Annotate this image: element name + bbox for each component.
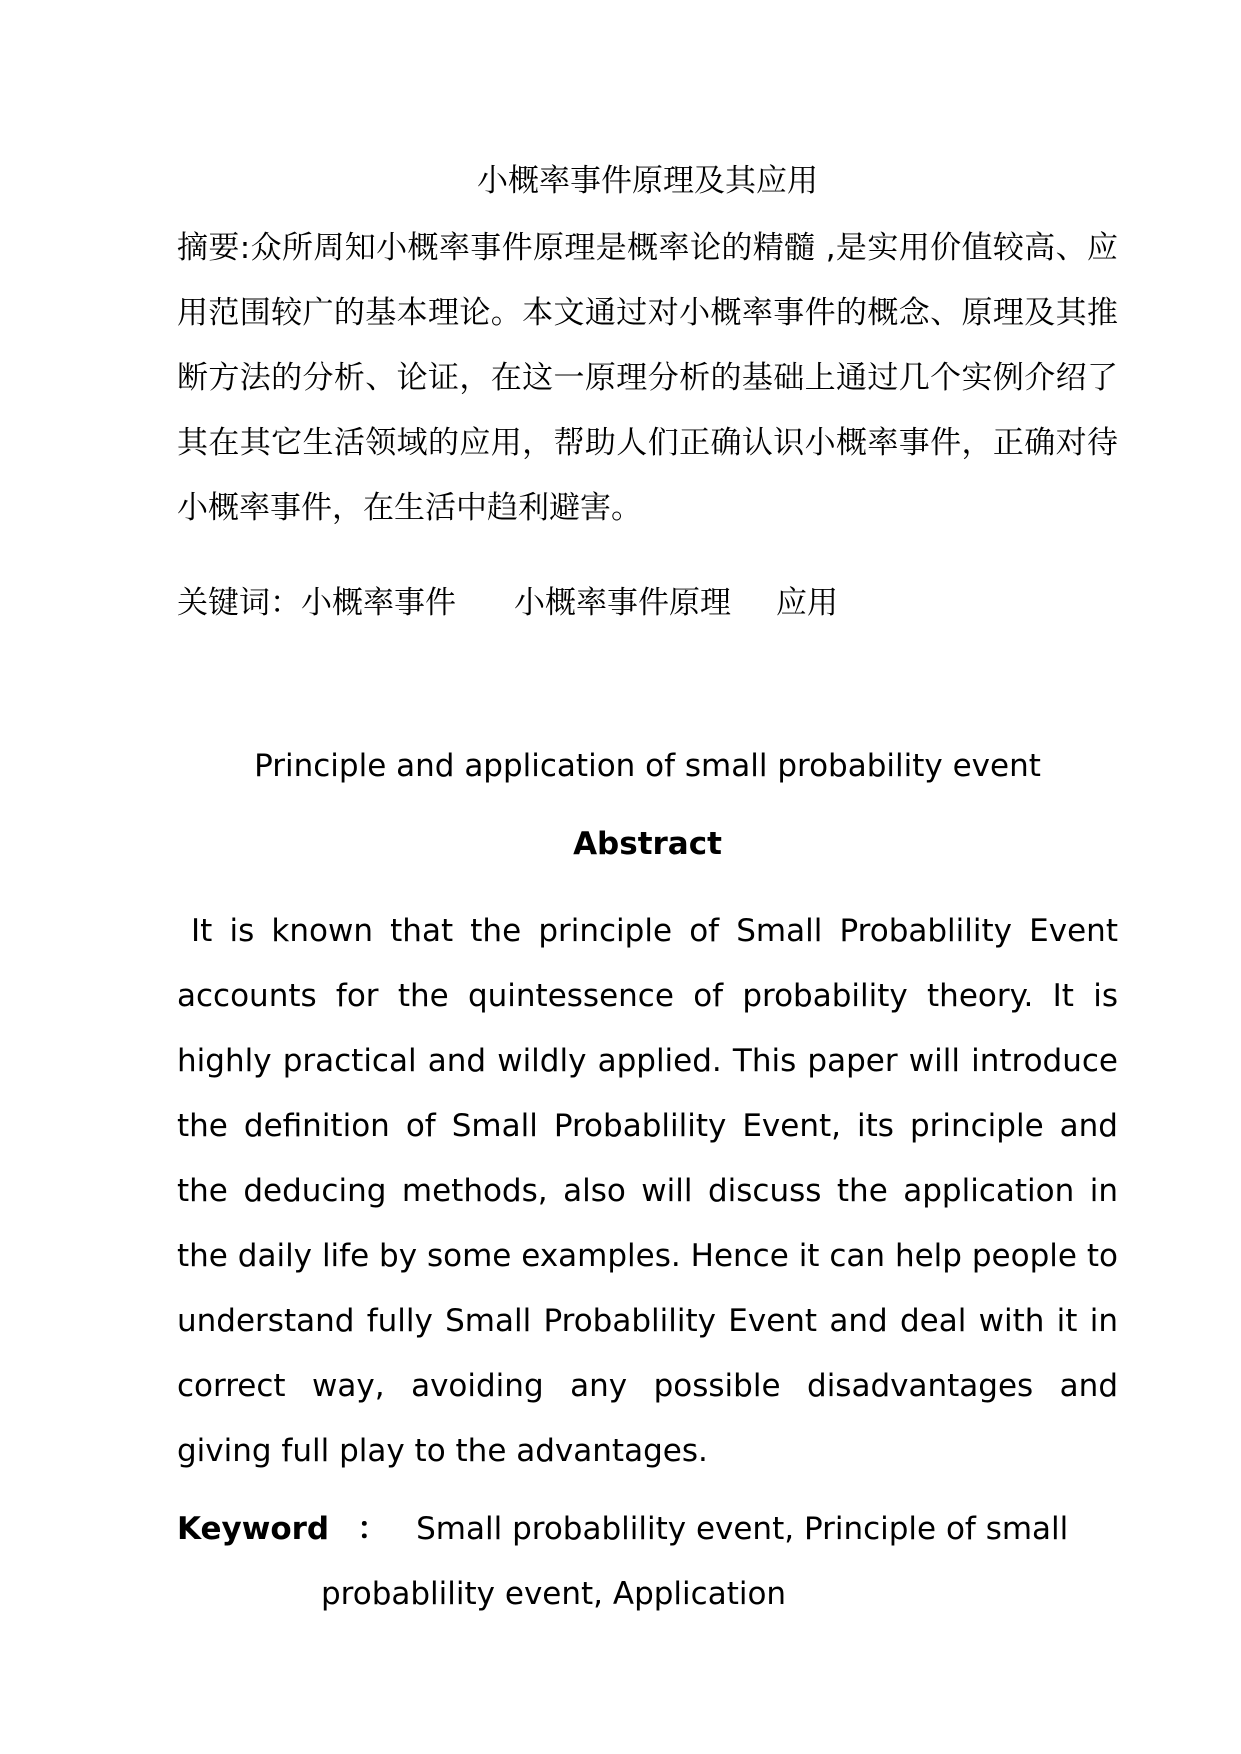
english-keyword-label: Keyword: [177, 1511, 330, 1547]
english-abstract-text: It is known that the principle of Small Probablility Event accounts for the quintessence of probability theory. It is highly practical and wildly applied. This paper will introduce the definition of Small Probablility Event, its principle and the deducing methods, also will discuss the application in the daily life by some examples. Hence it can help people to understand fully Small Probablility Event and deal with it in correct way, avoiding any possible disadvantages and giving full play to the advantages.: [177, 913, 1118, 1469]
chinese-keywords-label: 关键词：: [177, 585, 301, 621]
chinese-abstract-label: 摘要:: [177, 230, 251, 266]
english-keywords-line-1: Small probablility event, Principle of small: [416, 1511, 1069, 1547]
chinese-keyword-2: 小概率事件原理: [514, 585, 731, 621]
chinese-keyword-1: 小概率事件: [301, 585, 456, 621]
chinese-keywords: [177, 578, 1118, 628]
english-title: Principle and application of small probability event: [254, 748, 1041, 784]
chinese-title: 小概率事件原理及其应用: [477, 163, 818, 199]
english-keywords-line-2: probablility event, Application: [321, 1576, 787, 1612]
english-abstract-heading: Abstract: [573, 826, 722, 862]
english-abstract: [177, 899, 1118, 1484]
chinese-keyword-3: 应用: [776, 585, 838, 621]
english-keywords: [177, 1497, 1118, 1562]
chinese-abstract: [177, 216, 1118, 541]
english-keyword-colon: ：: [357, 1511, 389, 1547]
chinese-abstract-text: 众所周知小概率事件原理是概率论的精髓 ,是实用价值较高、应用范围较广的基本理论。本文通过对小概率事件的概念、原理及其推断方法的分析、论证，在这一原理分析的基础上通过几个实例介绍了其在其它生活领域的应用，帮助人们正确认识小概率事件，正确对待小概率事件，在生活中趋利避害。: [177, 230, 1118, 526]
